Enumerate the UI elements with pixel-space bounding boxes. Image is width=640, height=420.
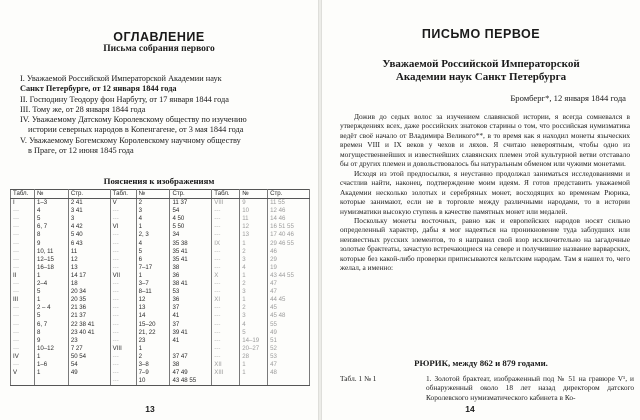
table-cell: 13 bbox=[136, 304, 170, 312]
table-cell: 29 46 55 bbox=[268, 240, 310, 248]
images-table bbox=[10, 189, 310, 386]
table-cell: 14 bbox=[136, 312, 170, 320]
table-cell: 5 bbox=[34, 215, 68, 223]
table-cell: --- bbox=[11, 223, 35, 231]
table-row bbox=[11, 248, 310, 256]
table-cell: --- bbox=[11, 280, 35, 288]
table-row bbox=[11, 321, 310, 329]
table-cell: --- bbox=[110, 304, 136, 312]
table-cell: 13 bbox=[240, 231, 268, 239]
table-cell: 54 bbox=[170, 207, 212, 215]
table-cell: --- bbox=[11, 329, 35, 337]
table-row bbox=[11, 215, 310, 223]
table-cell: 18 bbox=[68, 280, 110, 288]
table-cell: 52 bbox=[268, 345, 310, 353]
letter-title bbox=[322, 58, 640, 84]
table-cell: 1 bbox=[136, 345, 170, 353]
toc-item-line: I. Уважаемой Российской Императорской Академии наук bbox=[20, 74, 222, 83]
table-cell: 9 bbox=[34, 240, 68, 248]
table-cell: 5 50 bbox=[170, 223, 212, 231]
table-cell: --- bbox=[212, 345, 240, 353]
table-cell: --- bbox=[110, 207, 136, 215]
table-cell: 7–9 bbox=[136, 369, 170, 377]
table-cell: 10, 11 bbox=[34, 248, 68, 256]
toc-heading: ОГЛАВЛЕНИЕ bbox=[113, 30, 205, 44]
table-cell: --- bbox=[11, 345, 35, 353]
table-row bbox=[11, 312, 310, 320]
table-cell: --- bbox=[212, 280, 240, 288]
table-cell: 49 bbox=[68, 369, 110, 377]
table-cell: --- bbox=[212, 288, 240, 296]
table-cell: 3–8 bbox=[136, 361, 170, 369]
table-cell: --- bbox=[110, 361, 136, 369]
table-cell: 8 bbox=[34, 231, 68, 239]
table-cell: 6 bbox=[136, 256, 170, 264]
table-cell: 9 bbox=[240, 199, 268, 208]
table-cell: --- bbox=[212, 264, 240, 272]
table-cell: --- bbox=[110, 288, 136, 296]
table-cell: --- bbox=[212, 353, 240, 361]
table-cell bbox=[11, 377, 35, 386]
table-cell: --- bbox=[212, 215, 240, 223]
table-cell: 35 38 bbox=[170, 240, 212, 248]
table-cell: 20 35 bbox=[68, 296, 110, 304]
table-cell: 11 bbox=[68, 248, 110, 256]
table-header-cell: Табл. bbox=[212, 190, 240, 199]
table-cell: 34 bbox=[170, 231, 212, 239]
table-cell: 1 bbox=[34, 272, 68, 280]
table-cell: --- bbox=[212, 304, 240, 312]
table-cell: --- bbox=[11, 361, 35, 369]
table-cell: 12 46 bbox=[268, 207, 310, 215]
table-row bbox=[11, 256, 310, 264]
table-cell: 1 bbox=[240, 361, 268, 369]
table-cell: 7 27 bbox=[68, 345, 110, 353]
table-cell: 41 bbox=[170, 337, 212, 345]
table-cell: 14 46 bbox=[268, 215, 310, 223]
table-cell: --- bbox=[212, 223, 240, 231]
table-cell: 4 50 bbox=[170, 215, 212, 223]
table-cell: 37 bbox=[170, 304, 212, 312]
table-cell: 4 bbox=[240, 321, 268, 329]
table-row bbox=[11, 231, 310, 239]
table-cell: 47 bbox=[268, 288, 310, 296]
table-cell bbox=[34, 377, 68, 386]
toc-item-line: IV. Уважаемому Датскому Королевскому обществу по изучению bbox=[20, 115, 247, 125]
table-cell: 50 54 bbox=[68, 353, 110, 361]
table-cell: 2 41 bbox=[68, 199, 110, 208]
table-cell: 45 bbox=[268, 304, 310, 312]
table-cell: --- bbox=[11, 321, 35, 329]
table-cell: 55 bbox=[268, 321, 310, 329]
table-cell: 2 bbox=[136, 199, 170, 208]
table-cell: 2 bbox=[136, 353, 170, 361]
table-header-cell: Табл. bbox=[110, 190, 136, 199]
table-cell: 3 bbox=[240, 288, 268, 296]
table-cell: 14 17 bbox=[68, 272, 110, 280]
table-cell: 3 bbox=[68, 215, 110, 223]
letter-date: Бромберг*, 12 января 1844 года bbox=[510, 93, 626, 103]
table-cell: 2 bbox=[240, 248, 268, 256]
letter-paragraph: Дожив до седых волос за изучением славянской истории, я всегда сомневался в утверждениях всех, даже российских знатоков старины о том, что российская нумизматика ведёт своё начало от Владимира Великого**, в то время как я находил монеты языческих времен VIII и IX веков у чехов и ляхов. Я считаю невероятным, чтобы одно из могущественнейших и известнейших славянских племен этой культурной ветви отставало бы от других племен и довольствовалось бы натуральным обменом или чужими монетами. bbox=[340, 112, 630, 169]
letter-heading: ПИСЬМО ПЕРВОЕ bbox=[421, 27, 541, 41]
table-cell: 3 bbox=[240, 256, 268, 264]
table-cell: V bbox=[110, 199, 136, 208]
table-row bbox=[11, 272, 310, 280]
table-cell: --- bbox=[110, 240, 136, 248]
table-cell: 47 bbox=[268, 361, 310, 369]
table-cell: 5 bbox=[240, 329, 268, 337]
table-cell: 3 bbox=[136, 207, 170, 215]
table-cell: 21 37 bbox=[68, 312, 110, 320]
toc-item-line-cont: Санкт Петербурге, от 12 января 1844 года bbox=[20, 84, 177, 94]
table-cell: 37 bbox=[170, 321, 212, 329]
table-cell: 44 45 bbox=[268, 296, 310, 304]
table-cell: 16–18 bbox=[34, 264, 68, 272]
table-cell: V bbox=[11, 369, 35, 377]
table-cell: 29 bbox=[268, 256, 310, 264]
table-cell: --- bbox=[212, 321, 240, 329]
table-cell: 47 bbox=[268, 280, 310, 288]
table-row bbox=[11, 296, 310, 304]
table-cell: 23 40 41 bbox=[68, 329, 110, 337]
table-cell: --- bbox=[110, 280, 136, 288]
table-cell bbox=[240, 377, 268, 386]
table-cell: 4 bbox=[240, 264, 268, 272]
table-cell: III bbox=[11, 296, 35, 304]
table-cell: 2 – 4 bbox=[34, 304, 68, 312]
table-cell: --- bbox=[212, 256, 240, 264]
table-cell: --- bbox=[11, 231, 35, 239]
table-cell: --- bbox=[110, 321, 136, 329]
table-cell: 1–3 bbox=[34, 199, 68, 208]
table-cell: 3 bbox=[240, 312, 268, 320]
table-cell: 49 bbox=[268, 329, 310, 337]
toc-item-line-cont: в Праге, от 12 июня 1845 года bbox=[28, 146, 134, 156]
table-cell: 19 bbox=[268, 264, 310, 272]
table-cell: I bbox=[11, 199, 35, 208]
table-cell: 36 bbox=[170, 296, 212, 304]
table-cell: VIII bbox=[212, 199, 240, 208]
table-cell: 11 37 bbox=[170, 199, 212, 208]
table-cell: 4 42 bbox=[68, 223, 110, 231]
toc-item-line: III. Тому же, от 28 января 1844 года bbox=[20, 104, 146, 114]
table-cell: 53 bbox=[170, 288, 212, 296]
table-cell: 51 bbox=[268, 337, 310, 345]
table-cell: --- bbox=[11, 264, 35, 272]
table-cell: --- bbox=[110, 369, 136, 377]
table-cell: --- bbox=[110, 248, 136, 256]
table-header-cell: Стр. bbox=[68, 190, 110, 199]
table-cell: IV bbox=[11, 353, 35, 361]
table-cell: 6 43 bbox=[68, 240, 110, 248]
table-cell: XII bbox=[212, 361, 240, 369]
table-cell: 43 48 55 bbox=[170, 377, 212, 386]
table-cell: --- bbox=[212, 312, 240, 320]
table-cell: --- bbox=[212, 337, 240, 345]
toc-item[interactable] bbox=[20, 105, 310, 115]
table-row bbox=[11, 337, 310, 345]
table-cell: 1 bbox=[240, 240, 268, 248]
table-cell: 46 bbox=[268, 248, 310, 256]
table-cell: 36 bbox=[170, 272, 212, 280]
table-row bbox=[11, 345, 310, 353]
toc-item-line: V. Уважаемому Богемскому Королевскому научному обществу bbox=[20, 135, 241, 145]
table-cell: 4 bbox=[34, 207, 68, 215]
table-cell: --- bbox=[11, 240, 35, 248]
table-row bbox=[11, 264, 310, 272]
table-cell: --- bbox=[110, 264, 136, 272]
table-cell: 14–19 bbox=[240, 337, 268, 345]
table-cell: --- bbox=[110, 312, 136, 320]
table-cell: 9 bbox=[34, 337, 68, 345]
section-heading: РЮРИК, между 862 и 879 годами. bbox=[414, 358, 548, 368]
table-cell: 11 55 bbox=[268, 199, 310, 208]
table-cell: 1 bbox=[34, 353, 68, 361]
table-cell bbox=[170, 345, 212, 353]
toc-subheading: Письма собрания первого bbox=[103, 44, 215, 54]
toc-item[interactable] bbox=[20, 74, 310, 95]
toc-item-line: II. Господину Теодору фон Нарбуту, от 17 января 1844 года bbox=[20, 94, 229, 104]
table-cell: XI bbox=[212, 296, 240, 304]
table-cell: --- bbox=[11, 215, 35, 223]
table-cell: 6, 7 bbox=[34, 321, 68, 329]
table-cell: --- bbox=[212, 231, 240, 239]
table-cell: IX bbox=[212, 240, 240, 248]
table-cell bbox=[268, 377, 310, 386]
table-row bbox=[11, 329, 310, 337]
table-cell: 35 41 bbox=[170, 256, 212, 264]
table-cell: 8 bbox=[34, 329, 68, 337]
table-cell: 3–7 bbox=[136, 280, 170, 288]
table-cell: --- bbox=[212, 207, 240, 215]
table-cell: 4 bbox=[136, 240, 170, 248]
table-cell: 1 bbox=[240, 369, 268, 377]
table-cell: 1 bbox=[34, 296, 68, 304]
table-row bbox=[11, 199, 310, 208]
table-header-cell: № bbox=[34, 190, 68, 199]
table-cell: 12 bbox=[136, 296, 170, 304]
table-cell: 20–27 bbox=[240, 345, 268, 353]
table-cell: VIII bbox=[110, 345, 136, 353]
table-cell bbox=[68, 377, 110, 386]
table-cell bbox=[212, 377, 240, 386]
table-cell: 10 bbox=[240, 207, 268, 215]
table-cell: --- bbox=[11, 207, 35, 215]
table-cell: 2, 3 bbox=[136, 231, 170, 239]
table-header-cell: Стр. bbox=[170, 190, 212, 199]
page-number: 14 bbox=[465, 404, 475, 414]
table-cell: 23 bbox=[136, 337, 170, 345]
table-cell: 20 34 bbox=[68, 288, 110, 296]
table-cell: --- bbox=[11, 248, 35, 256]
table-cell: 1 bbox=[240, 272, 268, 280]
table-cell: 21, 22 bbox=[136, 329, 170, 337]
toc-item[interactable] bbox=[20, 95, 310, 105]
table-cell: --- bbox=[110, 377, 136, 386]
table-cell: 38 41 bbox=[170, 280, 212, 288]
table-cell: 38 bbox=[170, 264, 212, 272]
table-header-cell: Табл. bbox=[11, 190, 35, 199]
table-row bbox=[11, 377, 310, 386]
table-cell: 43 44 55 bbox=[268, 272, 310, 280]
table-cell: 2 bbox=[240, 280, 268, 288]
images-heading: Пояснения к изображениям bbox=[103, 176, 215, 186]
table-cell: --- bbox=[212, 248, 240, 256]
toc-item[interactable] bbox=[20, 136, 310, 157]
table-cell: --- bbox=[110, 215, 136, 223]
table-cell: 38 bbox=[170, 361, 212, 369]
table-cell: --- bbox=[110, 337, 136, 345]
table-cell: --- bbox=[110, 256, 136, 264]
table-row bbox=[11, 304, 310, 312]
table-cell: 1 bbox=[34, 369, 68, 377]
toc-list bbox=[20, 74, 310, 156]
table-header-cell: № bbox=[240, 190, 268, 199]
table-row bbox=[11, 280, 310, 288]
table-cell: 54 bbox=[68, 361, 110, 369]
letter-title-line: Уважаемой Российской Императорской bbox=[382, 58, 580, 70]
left-page bbox=[0, 0, 318, 420]
table-row bbox=[11, 288, 310, 296]
letter-paragraph: Поскольку монеты восточных, равно как и европейских народов носят сильно определенный характер, дабы я мог надеяться на проникновение туда заблудших или неизвестных русских элементов, то я направил свой взор исключительно на загадочные золотые брактеаты, зачастую встречающиеся на севере и получившие название варварских, которые без какой-либо проверки приписываются кельтским народам. Там я нашел то, чего желал, а именно: bbox=[340, 215, 630, 273]
table-header-row bbox=[11, 190, 310, 199]
table-cell: 3 41 bbox=[68, 207, 110, 215]
table-cell: 37 47 bbox=[170, 353, 212, 361]
table-row bbox=[11, 369, 310, 377]
table-cell: 48 bbox=[268, 369, 310, 377]
table-cell: --- bbox=[11, 288, 35, 296]
coin-description: 1. Золотой брактеат, изображенный под № 51 на гравюре V¹, и обнаруженный около 18 лет назад директором датского Королевского нумизматического кабинета в Ко- bbox=[426, 374, 634, 402]
table-cell: X bbox=[212, 272, 240, 280]
table-cell: --- bbox=[110, 353, 136, 361]
table-cell: --- bbox=[11, 312, 35, 320]
table-cell: 6, 7 bbox=[34, 223, 68, 231]
table-cell: --- bbox=[212, 329, 240, 337]
table-cell: 11 bbox=[240, 215, 268, 223]
table-cell: VII bbox=[110, 272, 136, 280]
table-header-cell: № bbox=[136, 190, 170, 199]
table-cell: 1 bbox=[240, 296, 268, 304]
table-cell: 2–4 bbox=[34, 280, 68, 288]
table-cell: 13 bbox=[68, 264, 110, 272]
coin-table-ref: Табл. 1 № 1 bbox=[340, 374, 377, 383]
toc-item-line-cont: истории северных народов в Копенгагене, от 3 мая 1844 года bbox=[28, 125, 244, 135]
page-number: 13 bbox=[145, 404, 155, 414]
table-row bbox=[11, 223, 310, 231]
table-cell: --- bbox=[11, 337, 35, 345]
table-cell: 39 41 bbox=[170, 329, 212, 337]
table-cell: 5 bbox=[34, 288, 68, 296]
table-cell: 5 bbox=[34, 312, 68, 320]
table-row bbox=[11, 361, 310, 369]
table-cell: 41 bbox=[170, 312, 212, 320]
letter-title-line: Академии наук Санкт Петербурга bbox=[395, 71, 567, 83]
table-cell: 8–11 bbox=[136, 288, 170, 296]
table-cell: II bbox=[11, 272, 35, 280]
table-cell: --- bbox=[110, 296, 136, 304]
table-cell: 47 49 bbox=[170, 369, 212, 377]
table-cell: VI bbox=[110, 223, 136, 231]
table-cell: 28 bbox=[240, 353, 268, 361]
table-cell: 1 bbox=[136, 223, 170, 231]
table-cell: 12 bbox=[240, 223, 268, 231]
table-cell: 45 48 bbox=[268, 312, 310, 320]
table-cell: 2 bbox=[240, 304, 268, 312]
table-cell: XIII bbox=[212, 369, 240, 377]
table-cell: 23 bbox=[68, 337, 110, 345]
table-cell: --- bbox=[110, 231, 136, 239]
table-header-cell: Стр. bbox=[268, 190, 310, 199]
table-row bbox=[11, 240, 310, 248]
table-cell: 12 bbox=[68, 256, 110, 264]
table-cell: 35 41 bbox=[170, 248, 212, 256]
toc-item[interactable] bbox=[20, 115, 310, 136]
table-cell: 7–17 bbox=[136, 264, 170, 272]
table-cell: --- bbox=[110, 329, 136, 337]
table-row bbox=[11, 353, 310, 361]
table-cell: 53 bbox=[268, 353, 310, 361]
table-cell: --- bbox=[11, 256, 35, 264]
table-cell: 21 36 bbox=[68, 304, 110, 312]
table-cell: 4 bbox=[136, 215, 170, 223]
table-cell: --- bbox=[11, 304, 35, 312]
table-cell: 1 bbox=[136, 272, 170, 280]
table-cell: 16 51 55 bbox=[268, 223, 310, 231]
table-cell: 17 40 46 bbox=[268, 231, 310, 239]
table-cell: 5 40 bbox=[68, 231, 110, 239]
table-cell: 1–6 bbox=[34, 361, 68, 369]
right-page bbox=[322, 0, 640, 420]
letter-paragraph: Исходя из этой предпосылки, я неустанно продолжал заниматься исследованиями и счастлив найти, наконец, подтверждение моим идеям. Я готов представить уважаемой Академии несколько золотых и серебряных монет, восходящих ко временам Рюрика, которые занимают, если не в торговле между различными народами, то в истории нумизматики высокую ступень в качестве памятных монет или медалей. bbox=[340, 168, 630, 216]
table-body bbox=[11, 199, 310, 386]
table-cell: 10 bbox=[136, 377, 170, 386]
table-cell: 15–20 bbox=[136, 321, 170, 329]
table-cell: 10–12 bbox=[34, 345, 68, 353]
table-cell: 12–15 bbox=[34, 256, 68, 264]
table-cell: 22 38 41 bbox=[68, 321, 110, 329]
letter-body bbox=[340, 112, 630, 273]
table-row bbox=[11, 207, 310, 215]
table-cell: 5 bbox=[136, 248, 170, 256]
